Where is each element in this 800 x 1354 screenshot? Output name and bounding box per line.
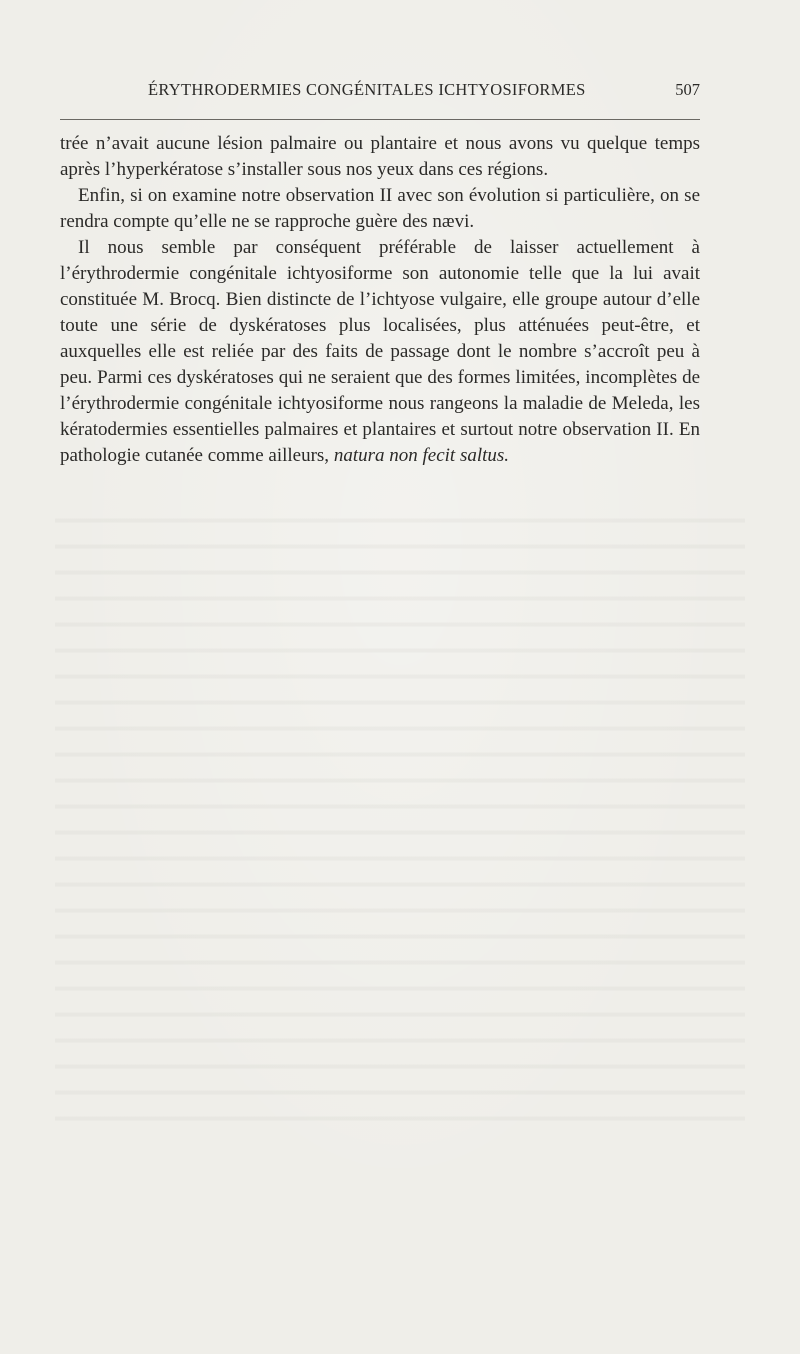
latin-quote: natura non fecit saltus. <box>333 445 510 466</box>
header-rule <box>60 119 700 120</box>
running-title: ÉRYTHRODERMIES CONGÉNITALES ICHTYOSIFORMES <box>148 80 586 99</box>
paragraph-2: Enfin, si on examine notre observation II avec son évolution si particulière, on se rendra compte qu’elle ne se rapproche guère des nævi. <box>60 185 700 232</box>
page-number: 507 <box>675 80 700 99</box>
show-through-text <box>55 500 745 1130</box>
paragraph-3 <box>60 235 700 469</box>
paragraph-3-main: Il nous semble par conséquent préférable de laisser actuellement à l’érythrodermie congénitale ichtyosiforme son autonomie telle que la lui avait constituée M. Brocq. Bien distincte de l’ichtyose vulgaire, elle groupe autour d’elle toute une série de dyskératoses plus localisées, plus atténuées peut-être, et auxquelles elle est reliée par des faits de passage dont le nombre s’accroît peu à peu. Parmi ces dyskératoses qui ne seraient que des formes limitées, incomplètes de l’érythrodermie congénitale ichtyosiforme nous rangeons la maladie de Meleda, les kératodermies essentielles palmaires et plantaires et surtout notre observation II. En pathologie cutanée comme ailleurs, <box>60 237 700 466</box>
body-text <box>60 131 700 469</box>
running-head <box>60 80 700 106</box>
paragraph-1: trée n’avait aucune lésion palmaire ou plantaire et nous avons vu quelque temps après l’hyperkératose s’installer sous nos yeux dans ces régions. <box>60 133 700 180</box>
